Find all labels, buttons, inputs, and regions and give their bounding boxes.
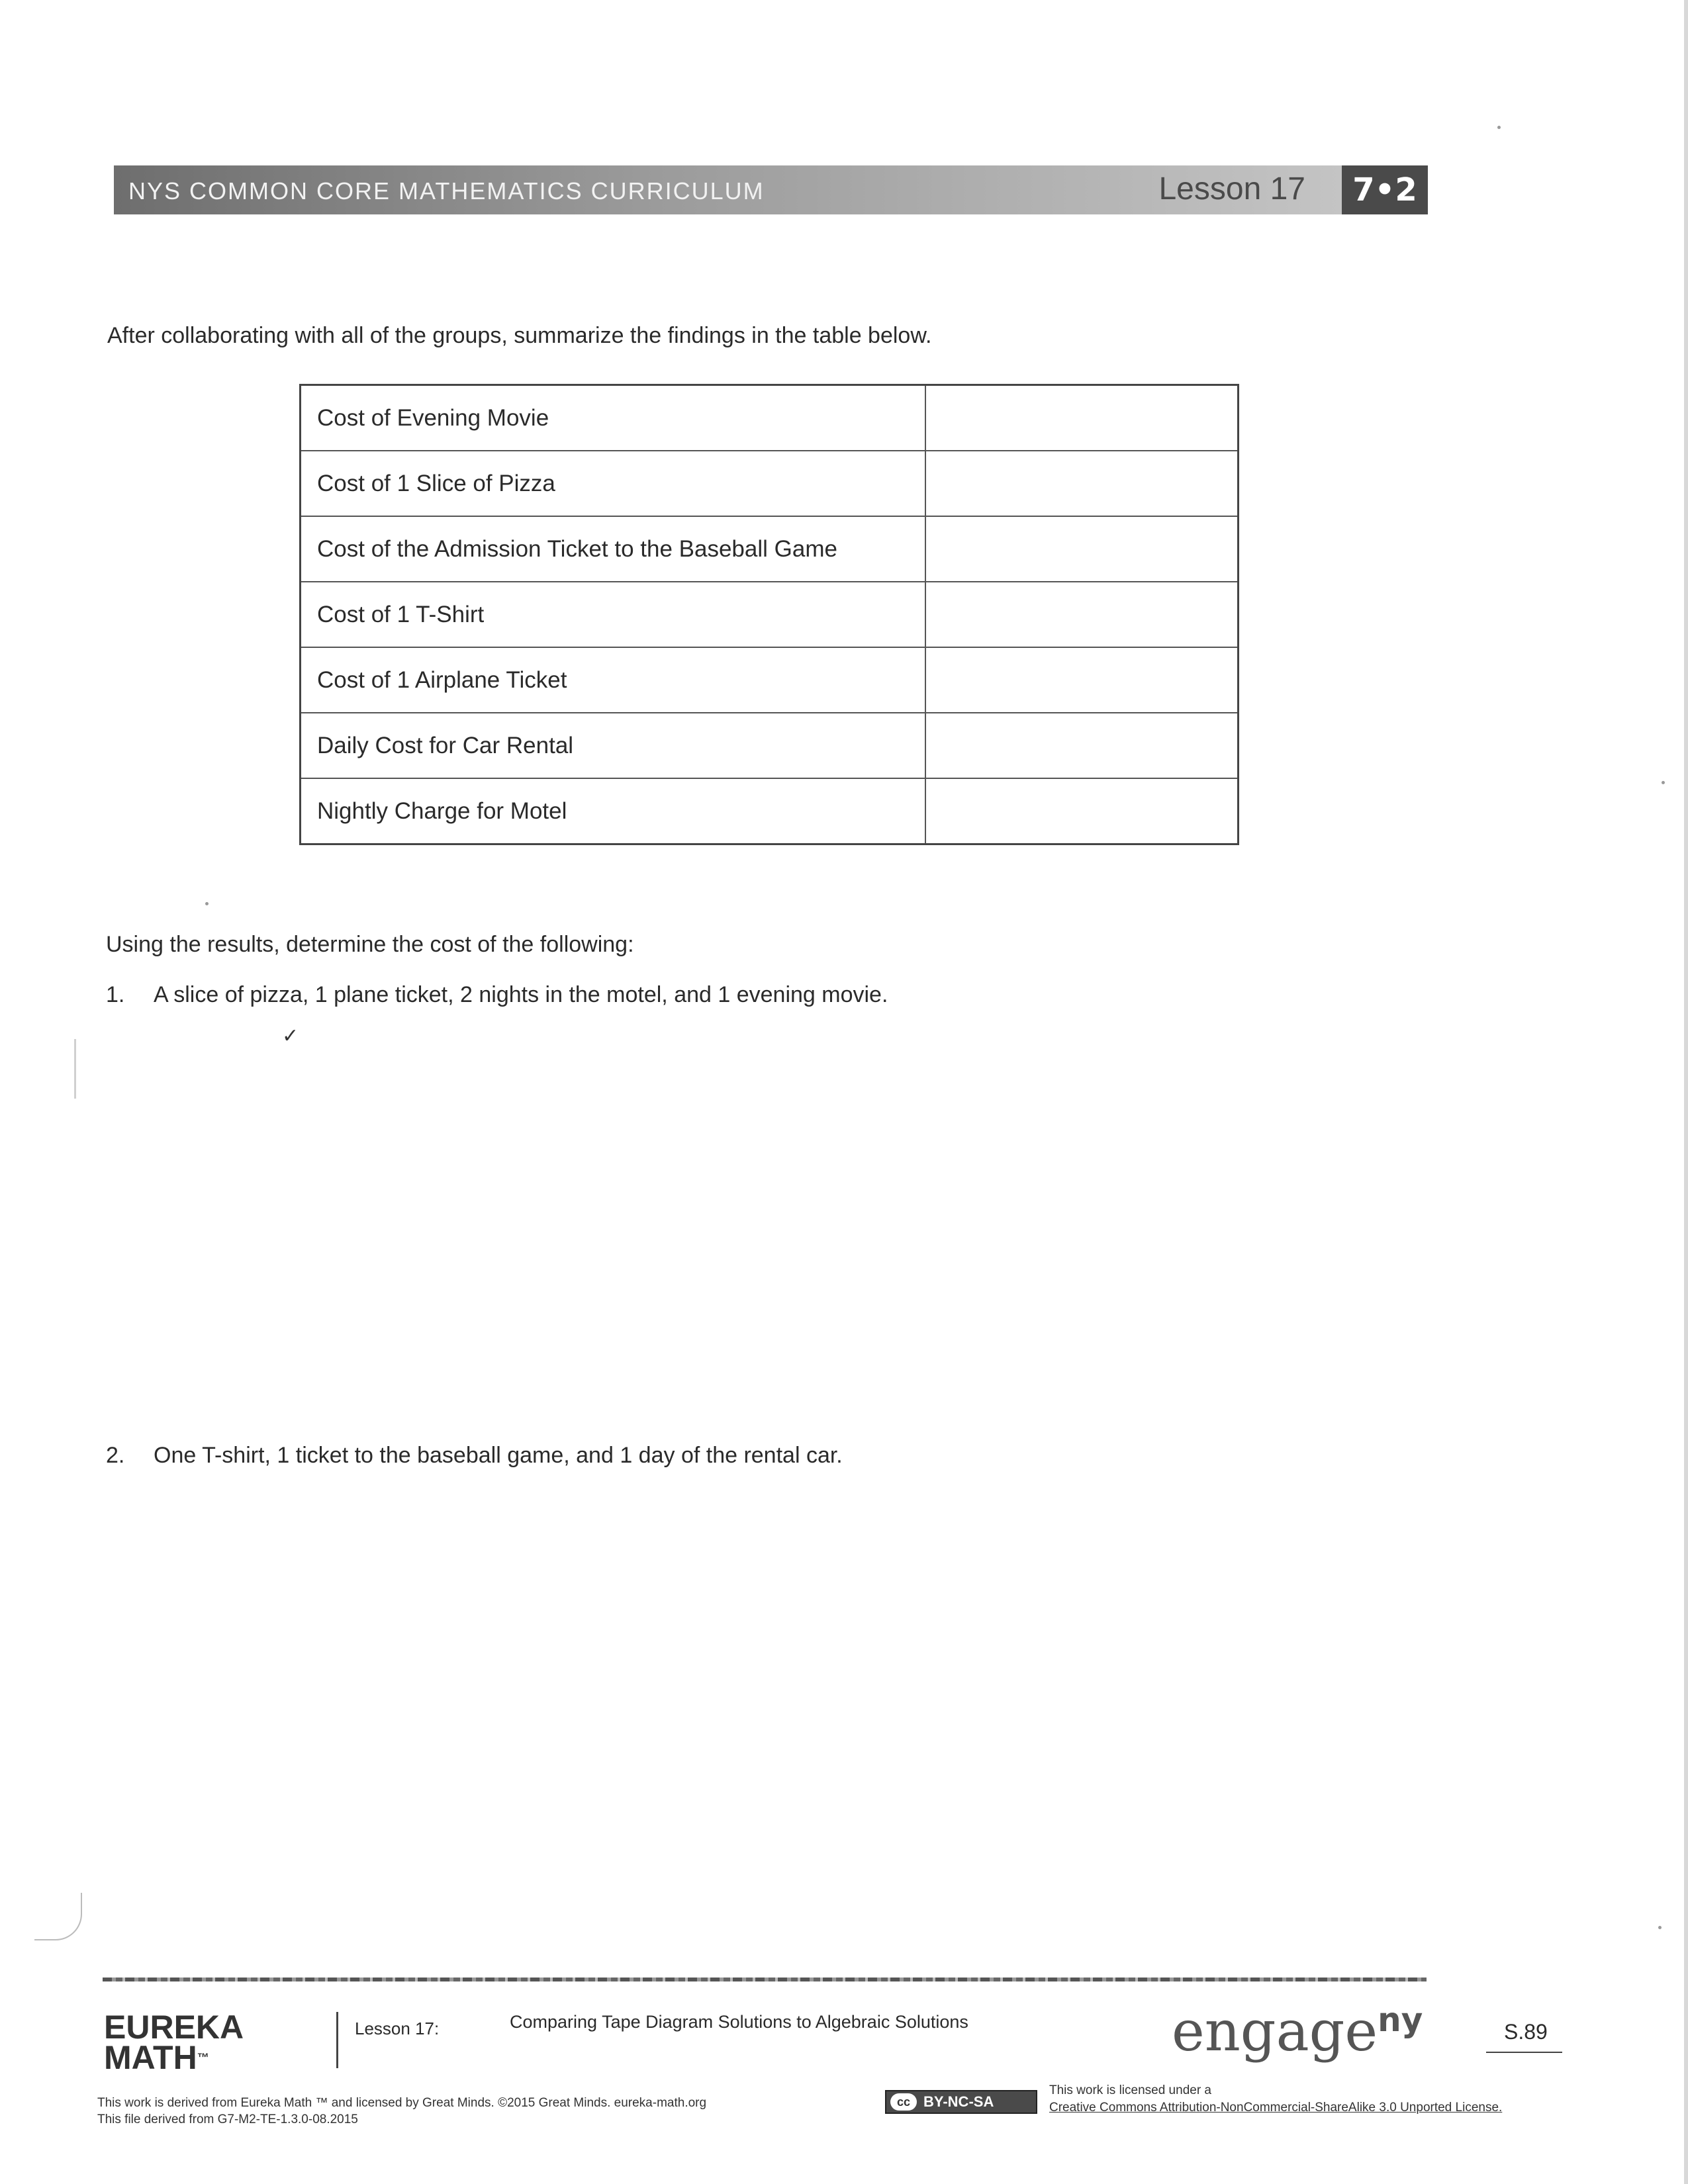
module-badge: 7•2 <box>1342 165 1428 214</box>
page-number: S.89 <box>1504 2020 1548 2044</box>
engageny-logo <box>1172 1999 1423 2064</box>
scan-dot <box>1497 126 1501 129</box>
engage-sup: ny <box>1378 2001 1423 2039</box>
check-mark-icon: ✓ <box>282 1025 299 1047</box>
question-text: A slice of pizza, 1 plane ticket, 2 nights in the motel, and 1 evening movie. <box>154 982 888 1007</box>
creative-commons-icon: cc <box>890 2093 917 2111</box>
trademark: ™ <box>197 2051 209 2064</box>
header-banner <box>114 165 1428 214</box>
cc-label: BY-NC-SA <box>923 2093 994 2110</box>
table-row <box>301 647 1239 713</box>
footer-lesson: Lesson 17: <box>355 2019 440 2038</box>
question-text: One T-shirt, 1 ticket to the baseball game, and 1 day of the rental car. <box>154 1443 843 1468</box>
logo-line-1: EUREKA <box>104 2009 244 2046</box>
scan-dot <box>1658 1926 1662 1929</box>
fine-print: This work is derived from Eureka Math ™ and licensed by Great Minds. ©2015 Great Minds. eureka-math.org <box>97 2096 707 2110</box>
question-2 <box>106 1443 843 1469</box>
value-cell[interactable] <box>925 647 1239 713</box>
question-1 <box>106 982 888 1008</box>
prompt-text: Using the results, determine the cost of the following: <box>106 932 634 957</box>
cc-license-badge <box>885 2090 1037 2114</box>
value-cell[interactable] <box>925 385 1239 451</box>
scan-dot <box>1662 781 1665 784</box>
table-row <box>301 778 1239 844</box>
footer-rule <box>103 1978 1427 1981</box>
table-row <box>301 385 1239 451</box>
eureka-math-logo <box>104 2009 244 2076</box>
value-cell[interactable] <box>925 582 1239 647</box>
question-number: 2. <box>106 1443 125 1468</box>
table-row <box>301 582 1239 647</box>
row-label: Cost of 1 T-Shirt <box>301 582 926 647</box>
page-underline <box>1486 2052 1562 2053</box>
scan-artifact <box>74 1039 76 1099</box>
value-cell[interactable] <box>925 713 1239 778</box>
value-cell[interactable] <box>925 516 1239 582</box>
page-edge <box>1684 0 1688 2184</box>
row-label: Cost of 1 Slice of Pizza <box>301 451 926 516</box>
table-row <box>301 713 1239 778</box>
intro-text: After collaborating with all of the groups, summarize the findings in the table below. <box>107 323 932 348</box>
row-label: Cost of 1 Airplane Ticket <box>301 647 926 713</box>
fine-print: This file derived from G7-M2-TE-1.3.0-08.2015 <box>97 2113 358 2126</box>
question-number: 1. <box>106 982 125 1007</box>
row-label: Cost of Evening Movie <box>301 385 926 451</box>
scan-dot <box>205 902 209 905</box>
engage-text: engage <box>1172 1999 1378 2064</box>
table-row <box>301 451 1239 516</box>
license-link[interactable]: Creative Commons Attribution-NonCommercial-ShareAlike 3.0 Unported License. <box>1049 2101 1503 2115</box>
value-cell[interactable] <box>925 778 1239 844</box>
table-row <box>301 516 1239 582</box>
lesson-label: Lesson 17 <box>1158 171 1305 206</box>
value-cell[interactable] <box>925 451 1239 516</box>
logo-line-2: MATH <box>104 2039 197 2076</box>
row-label: Daily Cost for Car Rental <box>301 713 926 778</box>
license-text: This work is licensed under a <box>1049 2083 1211 2097</box>
curriculum-title: NYS COMMON CORE MATHEMATICS CURRICULUM <box>128 177 765 205</box>
row-label: Cost of the Admission Ticket to the Baseball Game <box>301 516 926 582</box>
row-label: Nightly Charge for Motel <box>301 778 926 844</box>
footer-divider <box>336 2012 338 2068</box>
findings-table <box>299 384 1239 845</box>
footer-topic: Comparing Tape Diagram Solutions to Algebraic Solutions <box>510 2012 968 2032</box>
scan-artifact <box>34 1893 82 1940</box>
